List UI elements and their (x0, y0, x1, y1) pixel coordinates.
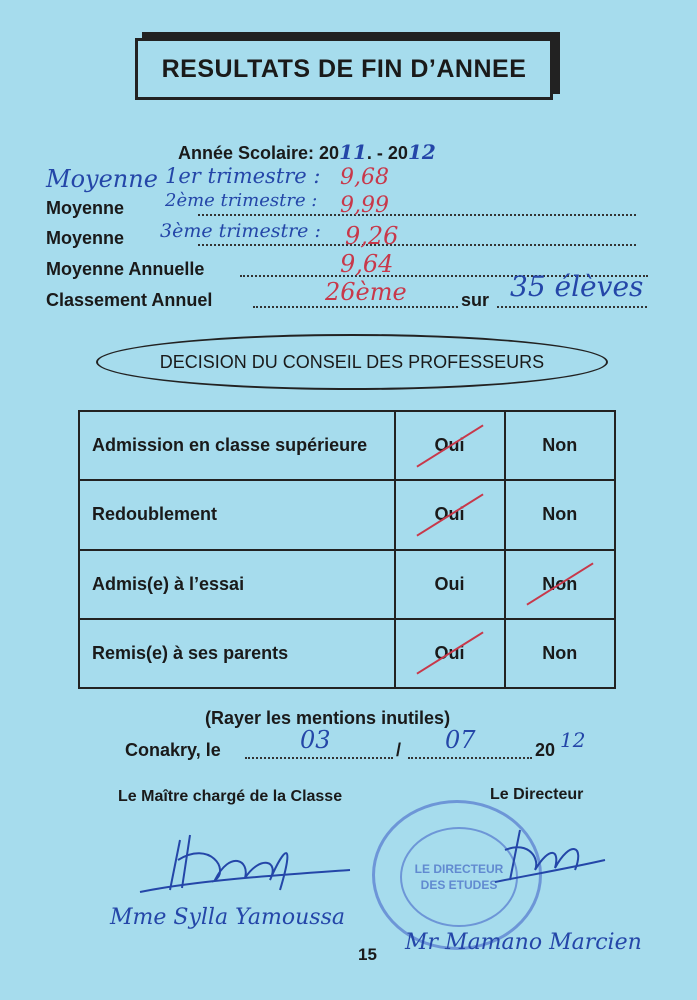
decision-title (96, 334, 608, 390)
moyenne-1-value: 9,68 (340, 165, 389, 190)
non-text: Non (542, 642, 578, 663)
date-year: 12 (560, 728, 586, 752)
classement-label: Classement Annuel (46, 290, 213, 310)
oui-text: Oui (434, 573, 465, 594)
non-text: Non (542, 573, 578, 594)
moyenne-3-dots (198, 244, 636, 246)
date-dots-2 (408, 757, 532, 759)
date-slash: / (396, 740, 402, 760)
decision-oui (395, 480, 505, 549)
stamp-line-2: DES ETUDES (420, 878, 498, 892)
annee-end-hw: 12 (407, 140, 436, 164)
decision-oui (395, 619, 505, 688)
directeur-label: Le Directeur (490, 786, 584, 803)
classement-sur: sur (461, 290, 490, 310)
strike-mark (526, 563, 593, 606)
date-dots-1 (245, 757, 393, 759)
decision-non (505, 411, 615, 480)
non-text: Non (542, 435, 578, 456)
moyenne-annuelle-label: Moyenne Annuelle (46, 259, 205, 279)
date-month: 07 (445, 726, 476, 754)
moyenne-3-label: Moyenne (46, 228, 125, 248)
directeur-signature-icon (490, 820, 610, 900)
annee-scolaire (178, 140, 436, 164)
annee-sep: . - 20 (366, 143, 408, 163)
page-number: 15 (358, 945, 377, 964)
strike-mark (416, 632, 483, 675)
date-year-prefix: 20 (535, 740, 556, 760)
stamp-line-1: LE DIRECTEUR (414, 862, 504, 876)
directeur-name: Mr Mamano Marcien (405, 930, 642, 955)
oui-text: Oui (434, 504, 465, 525)
moyenne-2-hw-prefix: 2ème trimestre : (165, 190, 318, 211)
classement-dots-1 (253, 306, 458, 308)
decision-non (505, 619, 615, 688)
moyenne-3-hw-prefix: 3ème trimestre : (160, 220, 321, 242)
moyenne-2-label: Moyenne (46, 198, 125, 218)
decision-non (505, 480, 615, 549)
decision-label: Admission en classe supérieure (79, 411, 395, 480)
decision-non (505, 550, 615, 619)
moyenne-2-value: 9,99 (340, 193, 389, 218)
table-row (79, 550, 615, 619)
strike-mark (416, 493, 483, 536)
oui-text: Oui (434, 435, 465, 456)
rayer-mentions: (Rayer les mentions inutiles) (205, 708, 451, 728)
classement-total: 35 élèves (510, 270, 644, 303)
table-row (79, 411, 615, 480)
decision-label: Remis(e) à ses parents (79, 619, 395, 688)
non-text: Non (542, 504, 578, 525)
moyenne-3-value: 9,26 (345, 222, 399, 250)
maitre-signature-icon (120, 820, 360, 910)
annee-label: Année Scolaire: 20 (178, 143, 340, 163)
classement-rank: 26ème (325, 278, 407, 306)
page-title (135, 38, 553, 100)
decision-table (78, 410, 616, 689)
annee-start-hw: 11 (339, 140, 367, 164)
date-day: 03 (300, 726, 331, 754)
oui-text: Oui (434, 642, 465, 663)
date-label: Conakry, le (125, 740, 221, 760)
strike-mark (416, 424, 483, 467)
table-row (79, 619, 615, 688)
moyenne-annuelle-value: 9,64 (340, 250, 394, 278)
decision-title-text: DECISION DU CONSEIL DES PROFESSEURS (159, 351, 545, 372)
table-row (79, 480, 615, 549)
moyenne-2-dots (198, 214, 636, 216)
moyenne-1-hw-prefix: 1er trimestre : (165, 164, 321, 188)
maitre-name: Mme Sylla Yamoussa (110, 905, 345, 930)
classement-dots-2 (497, 306, 647, 308)
decision-label: Admis(e) à l’essai (79, 550, 395, 619)
decision-oui (395, 411, 505, 480)
decision-oui (395, 550, 505, 619)
decision-label: Redoublement (79, 480, 395, 549)
maitre-label: Le Maître chargé de la Classe (118, 788, 343, 805)
title-text: RESULTATS DE FIN D’ANNEE (161, 54, 527, 83)
moyenne-1-hw-label: Moyenne (46, 165, 158, 193)
